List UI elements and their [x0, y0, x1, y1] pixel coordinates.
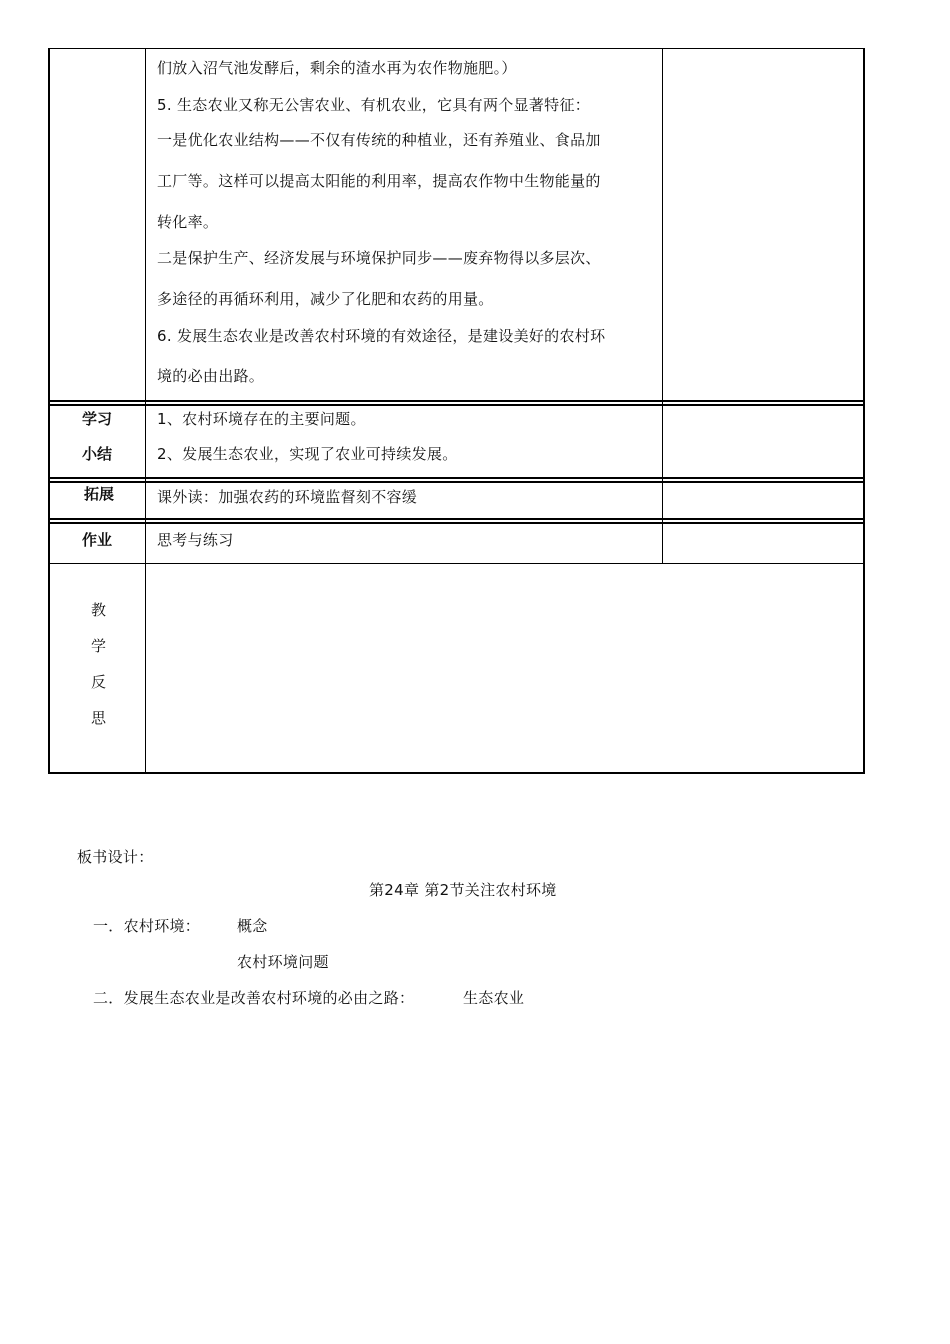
- content-paragraph: 5. 生态农业又称无公害农业、有机农业，它具有两个显著特征：: [157, 96, 591, 114]
- notes-column-divider: [662, 48, 663, 564]
- table-border-right: [863, 48, 865, 774]
- board-point2-label: 二．发展生态农业是改善农村环境的必由之路：: [93, 989, 415, 1007]
- content-paragraph: 二是保护生产、经济发展与环境保护同步——废弃物得以多层次、: [157, 249, 601, 267]
- board-point2-item: 生态农业: [463, 989, 525, 1007]
- row-divider-2: [48, 477, 865, 479]
- table-border-left: [48, 48, 50, 774]
- content-paragraph: 们放入沼气池发酵后，剩余的渣水再为农作物施肥。）: [157, 59, 517, 77]
- content-paragraph: 转化率。: [157, 213, 219, 231]
- reflection-label-char: 教: [91, 601, 107, 619]
- reflection-label-char: 学: [91, 637, 107, 655]
- board-design-heading: 板书设计：: [77, 848, 154, 866]
- board-design-title: 第24章 第2节关注农村环境: [369, 881, 557, 899]
- content-paragraph: 工厂等。这样可以提高太阳能的利用率，提高农作物中生物能量的: [157, 172, 601, 190]
- content-paragraph: 境的必由出路。: [157, 367, 265, 385]
- label-column-divider: [145, 48, 146, 774]
- summary-label-line1: 学习: [82, 410, 113, 428]
- content-paragraph: 一是优化农业结构——不仅有传统的种植业，还有养殖业、食品加: [157, 131, 601, 149]
- summary-item: 1、农村环境存在的主要问题。: [157, 410, 366, 428]
- homework-text: 思考与练习: [157, 531, 234, 549]
- homework-label: 作业: [82, 531, 113, 549]
- row-divider-3: [48, 518, 865, 520]
- reflection-label-char: 思: [91, 709, 107, 727]
- content-paragraph: 多途径的再循环利用，减少了化肥和农药的用量。: [157, 290, 494, 308]
- row-divider-1b: [48, 404, 865, 406]
- summary-item: 2、发展生态农业，实现了农业可持续发展。: [157, 445, 458, 463]
- board-point1-item: 概念: [237, 917, 268, 935]
- board-point1-item: 农村环境问题: [237, 953, 329, 971]
- extension-text: 课外读：加强农药的环境监督刻不容缓: [157, 488, 418, 506]
- reflection-label-char: 反: [91, 673, 107, 691]
- extension-label: 拓展: [84, 485, 115, 503]
- row-divider-1: [48, 400, 865, 402]
- table-border-bottom: [48, 772, 865, 774]
- row-divider-3b: [48, 522, 865, 524]
- board-point1-label: 一．农村环境：: [93, 917, 201, 935]
- content-paragraph: 6. 发展生态农业是改善农村环境的有效途径，是建设美好的农村环: [157, 327, 606, 345]
- summary-label-line2: 小结: [82, 445, 113, 463]
- row-divider-4: [48, 563, 865, 564]
- table-border-top: [48, 48, 865, 49]
- row-divider-2b: [48, 481, 865, 483]
